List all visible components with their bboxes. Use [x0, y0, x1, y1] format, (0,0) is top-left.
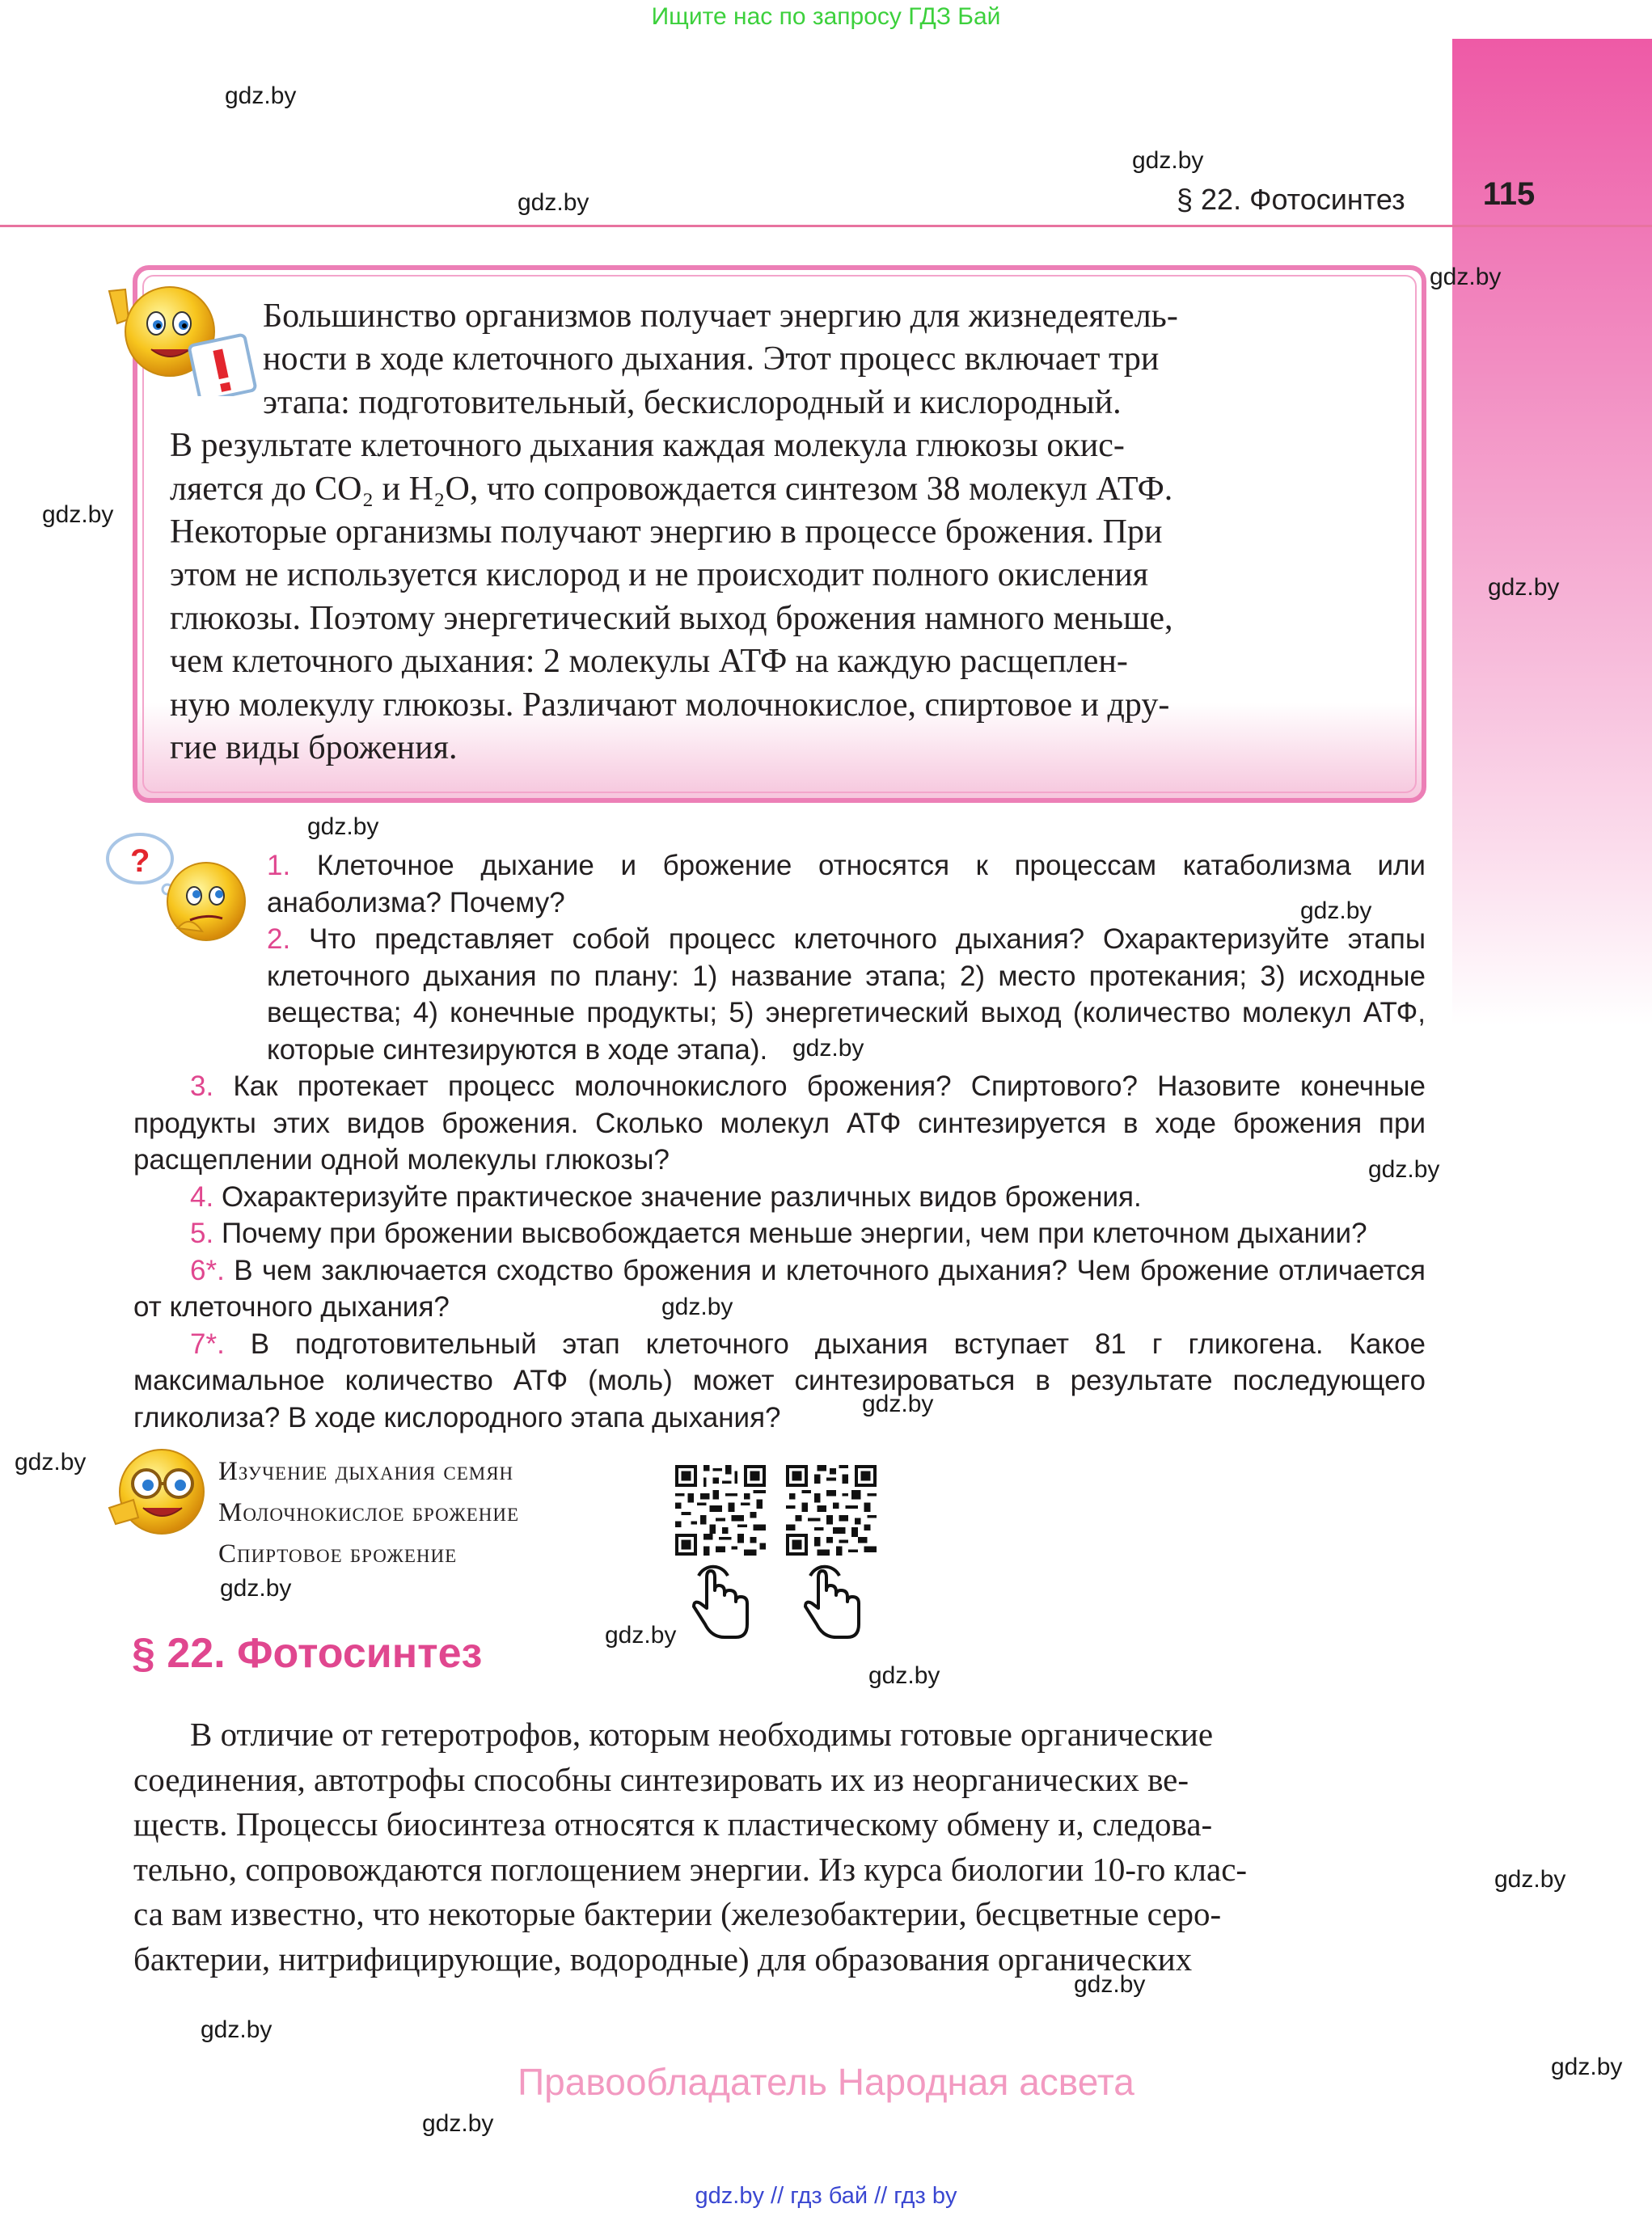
summary-line: гие виды брожения. — [170, 729, 458, 767]
body-line: соединения, автотрофы способны синтезировать их из неорганических ве- — [133, 1760, 1189, 1798]
tap-hand-icon[interactable] — [801, 1556, 865, 1645]
watermark: gdz.by — [225, 82, 297, 109]
question-number: 2. — [267, 923, 291, 955]
summary-line: Некоторые организмы получают энергию в процессе брожения. При — [170, 513, 1163, 551]
watermark: gdz.by — [201, 2016, 273, 2043]
resource-link[interactable]: Изучение дыхания семян — [218, 1457, 514, 1486]
question-text: Почему при брожении высвобождается меньше энергии, чем при клеточном дыхании? — [221, 1218, 1367, 1249]
question-item — [133, 1179, 1426, 1216]
question-item — [133, 1252, 1426, 1326]
question-text: Что представляет собой процесс клеточного дыхания? Охарактеризуйте этапы клеточного дыхания по плану: 1) название этапа; 2) место протекания; 3) исходные вещества; 4) конечные продукты; 5) энергетический выход (количество молекул АТФ, которые синтезируются в ходе этапа). — [267, 923, 1426, 1066]
watermark: gdz.by — [1551, 2054, 1623, 2080]
watermark: gdz.by — [868, 1662, 940, 1689]
summary-line: этапа: подготовительный, бескислородный и кислородный. — [263, 383, 1122, 421]
tap-hand-icon[interactable] — [689, 1556, 754, 1645]
question-number: 5. — [190, 1218, 214, 1249]
question-text: В подготовительный этап клеточного дыхания вступает 81 г гликогена. Какое максимальное количество АТФ (моль) может синтезироваться в результате последующего гликолиза? В ходе кислородного этапа дыхания? — [133, 1328, 1426, 1433]
watermark: gdz.by — [605, 1622, 677, 1649]
question-text: Клеточное дыхание и брожение относятся к процессам катаболизма или анаболизма? Почему? — [267, 850, 1426, 918]
resources-list — [218, 1451, 519, 1575]
watermark: gdz.by — [42, 501, 114, 528]
watermark: gdz.by — [307, 813, 379, 840]
question-text: Как протекает процесс молочнокислого брожения? Спиртового? Назовите конечные продукты этих видов брожения. Сколько молекул АТФ синтезируется в ходе брожения при расщеплении одной молекулы глюкозы? — [133, 1070, 1426, 1176]
question-text: В чем заключается сходство брожения и клеточного дыхания? Чем брожение отличается от клеточного дыхания? — [133, 1254, 1426, 1323]
watermark: gdz.by — [792, 1035, 864, 1062]
resource-link[interactable]: Спиртовое брожение — [218, 1539, 458, 1568]
summary-text — [170, 295, 1383, 770]
summary-line: ную молекулу глюкозы. Различают молочнокислое, спиртовое и дру- — [170, 686, 1170, 724]
summary-line: Большинство организмов получает энергию для жизнедеятель- — [263, 298, 1178, 335]
watermark: gdz.by — [862, 1391, 934, 1417]
running-head: § 22. Фотосинтез — [1177, 183, 1405, 216]
summary-line: ляется до CO₂ и H₂O, что сопровождается синтезом 38 молекул АТФ. — [170, 470, 1173, 508]
footer-links[interactable]: gdz.by // гдз бай // гдз by — [695, 2183, 957, 2209]
body-line: ществ. Процессы биосинтеза относятся к пластическому обмену и, следова- — [133, 1805, 1213, 1843]
watermark: gdz.by — [1132, 147, 1204, 174]
section-body — [133, 1712, 1422, 1982]
watermark: gdz.by — [220, 1575, 292, 1602]
body-line: са вам известно, что некоторые бактерии (железобактерии, бесцветные серо- — [133, 1895, 1222, 1932]
summary-line: этом не используется кислород и не происходит полного окисления — [170, 556, 1149, 594]
body-line: тельно, сопровождаются поглощением энергии. Из курса биологии 10-го клас- — [133, 1850, 1248, 1888]
header-rule — [0, 225, 1652, 227]
question-number: 1. — [267, 850, 291, 881]
qr-code-icon[interactable] — [786, 1465, 877, 1556]
smiley-glasses-icon — [101, 1443, 214, 1540]
summary-line: глюкозы. Поэтому энергетический выход брожения намного меньше, — [170, 599, 1173, 637]
watermark: gdz.by — [422, 2110, 494, 2137]
question-item — [133, 1068, 1426, 1179]
top-notice: Ищите нас по запросу ГДЗ Бай — [651, 3, 1001, 30]
copyright-notice: Правообладатель Народная асвета — [518, 2061, 1134, 2103]
watermark: gdz.by — [518, 189, 589, 216]
watermark: gdz.by — [1430, 264, 1502, 290]
section-title: § 22. Фотосинтез — [132, 1630, 483, 1677]
watermark: gdz.by — [1488, 574, 1560, 601]
qr-code-icon[interactable] — [675, 1465, 766, 1556]
question-item — [133, 1326, 1426, 1437]
watermark: gdz.by — [15, 1449, 87, 1476]
question-number: 6*. — [190, 1254, 225, 1286]
question-item — [133, 921, 1426, 1068]
question-number: 3. — [190, 1070, 214, 1102]
watermark: gdz.by — [1074, 1971, 1146, 1998]
question-number: 4. — [190, 1180, 214, 1213]
summary-line: чем клеточного дыхания: 2 молекулы АТФ на каждую расщеплен- — [170, 643, 1128, 681]
watermark: gdz.by — [1494, 1866, 1566, 1893]
watermark: gdz.by — [661, 1294, 733, 1320]
watermark: gdz.by — [1300, 897, 1372, 924]
summary-line: ности в ходе клеточного дыхания. Этот процесс включает три — [263, 340, 1160, 378]
body-line: В отличие от гетеротрофов, которым необходимы готовые органические — [190, 1716, 1214, 1753]
question-text: Охарактеризуйте практическое значение различных видов брожения. — [221, 1180, 1142, 1213]
page-number: 115 — [1482, 176, 1536, 212]
questions-list — [133, 847, 1426, 1436]
svg-text:?: ? — [130, 843, 150, 879]
question-item — [133, 1215, 1426, 1252]
body-line: бактерии, нитрифицирующие, водородные) для образования органических — [133, 1940, 1193, 1978]
summary-line: В результате клеточного дыхания каждая молекула глюкозы окис- — [170, 427, 1125, 465]
question-item — [133, 847, 1426, 921]
resource-link[interactable]: Молочнокислое брожение — [218, 1498, 520, 1527]
question-number: 7*. — [190, 1328, 225, 1360]
watermark: gdz.by — [1368, 1156, 1440, 1183]
